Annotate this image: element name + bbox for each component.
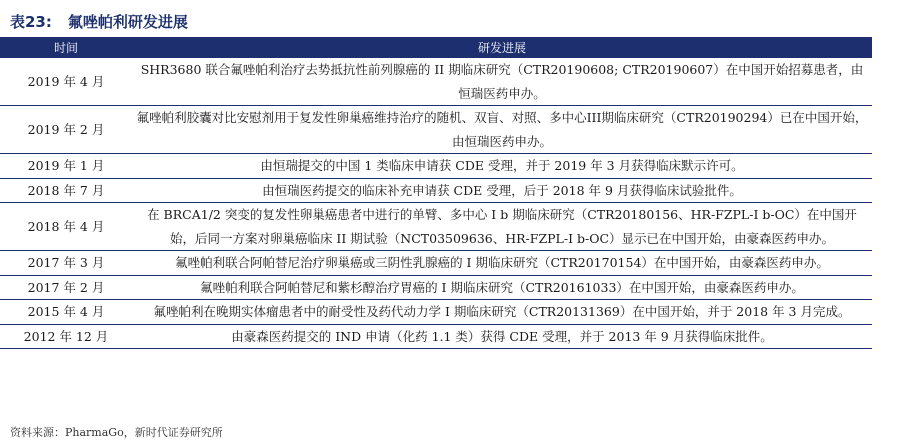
row-time: 2019 年 4 月 <box>27 73 105 89</box>
table-row <box>0 154 872 179</box>
row-progress: 由恒瑞医药提交的临床补充申请获 CDE 受理，后于 2018 年 9 月获得临床试验批件。 <box>262 182 742 198</box>
row-progress: 由豪森医药提交的 IND 申请（化药 1.1 类）获得 CDE 受理，并于 2013 年 9 月获得临床批件。 <box>231 328 773 344</box>
row-progress: 氟唑帕利在晚期实体瘤患者中的耐受性及药代动力学 I 期临床研究（CTR20131369）在中国开始，并于 2018 年 3 月完成。 <box>153 304 851 319</box>
row-progress: SHR3680 联合氟唑帕利治疗去势抵抗性前列腺癌的 II 期临床研究（CTR20190608; CTR20190607）在中国开始招募患者，由恒瑞医药申办。 <box>140 62 864 101</box>
table-row <box>0 203 872 251</box>
row-time: 2017 年 2 月 <box>27 279 105 295</box>
row-time: 2012 年 12 月 <box>23 328 109 344</box>
row-time: 2018 年 4 月 <box>27 218 105 234</box>
table-row <box>0 300 872 325</box>
progress-table <box>0 37 872 349</box>
row-progress: 氟唑帕利联合阿帕替尼和紫杉醇治疗胃癌的 I 期临床研究（CTR20161033）在中国开始，由豪森医药申办。 <box>200 279 804 295</box>
table-row <box>0 324 872 349</box>
row-progress: 由恒瑞提交的中国 1 类临床申请获 CDE 受理，并于 2019 年 3 月获得临床默示许可。 <box>260 158 744 173</box>
table-row <box>0 106 872 154</box>
row-time: 2015 年 4 月 <box>27 304 105 319</box>
table-number: 表23: <box>10 12 52 31</box>
header-progress: 研发进展 <box>477 41 526 55</box>
row-time: 2018 年 7 月 <box>27 182 105 198</box>
header-time: 时间 <box>53 41 78 55</box>
table-header-row <box>0 37 872 58</box>
row-progress: 氟唑帕利胶囊对比安慰剂用于复发性卵巢癌维持治疗的随机、双盲、对照、多中心III期临床研究（CTR20190294）已在中国开始，由恒瑞医药申办。 <box>136 110 868 149</box>
row-time: 2017 年 3 月 <box>27 255 105 270</box>
row-progress: 氟唑帕利联合阿帕替尼治疗卵巢癌或三阴性乳腺癌的 I 期临床研究（CTR20170154）在中国开始，由豪森医药申办。 <box>175 255 829 270</box>
table-row <box>0 275 872 300</box>
table-row <box>0 178 872 203</box>
table-row <box>0 58 872 106</box>
table-row <box>0 251 872 276</box>
row-time: 2019 年 1 月 <box>27 158 105 173</box>
table-title <box>10 8 188 34</box>
row-progress: 在 BRCA1/2 突变的复发性卵巢癌患者中进行的单臂、多中心 I b 期临床研究（CTR20180156、HR-FZPL-I b-OC）在中国开始，后同一方案对卵巢癌临床 II 期试验（NCT03509636、HR-FZPL-I b-OC）显示已在中国开始，由豪森医药申办。 <box>147 207 857 246</box>
table-title-text: 氟唑帕利研发进展 <box>67 12 188 31</box>
source-note: 资料来源：PharmaGo，新时代证券研究所 <box>10 426 223 439</box>
row-time: 2019 年 2 月 <box>27 121 105 137</box>
